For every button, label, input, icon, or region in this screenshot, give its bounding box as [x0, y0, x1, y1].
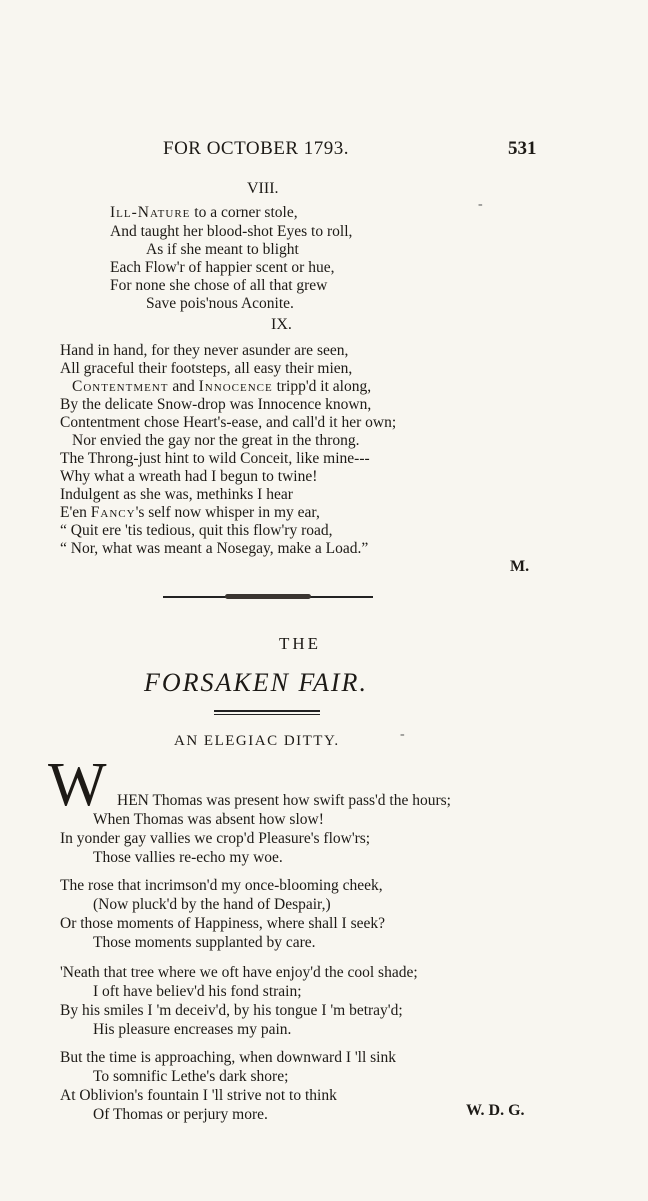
divider-ornament — [225, 594, 311, 599]
verse-line: (Now pluck'd by the hand of Despair,) — [93, 896, 331, 913]
stray-mark: - — [400, 727, 405, 742]
verse-line: Save pois'nous Aconite. — [146, 295, 294, 312]
verse-line: Why what a wreath had I begun to twine! — [60, 468, 318, 485]
stray-mark: - — [478, 197, 483, 212]
verse-line: Each Flow'r of happier scent or hue, — [110, 259, 335, 276]
verse-line: Ill-Nature to a corner stole, — [110, 204, 298, 221]
verse-line: Nor envied the gay nor the great in the throng. — [72, 432, 360, 449]
verse-line: Contentment and Innocence tripp'd it along, — [72, 378, 372, 395]
verse-line: 'Neath that tree where we oft have enjoy'd the cool shade; — [60, 964, 418, 981]
verse-line: I oft have believ'd his fond strain; — [93, 983, 302, 1000]
verse-line: But the time is approaching, when downward I 'll sink — [60, 1049, 396, 1066]
verse-line: To somnific Lethe's dark shore; — [93, 1068, 289, 1085]
drop-cap: W — [48, 751, 107, 819]
verse-line: His pleasure encreases my pain. — [93, 1021, 292, 1038]
page-number: 531 — [508, 138, 537, 159]
verse-line: Those moments supplanted by care. — [93, 934, 316, 951]
verse-line: For none she chose of all that grew — [110, 277, 328, 294]
verse-line: And taught her blood-shot Eyes to roll, — [110, 223, 353, 240]
verse-line: E'en Fancy's self now whisper in my ear, — [60, 504, 320, 521]
verse-line: As if she meant to blight — [146, 241, 299, 258]
verse-line: By the delicate Snow-drop was Innocence known, — [60, 396, 372, 413]
title-rule-bottom — [214, 714, 320, 715]
verse-line: Contentment chose Heart's-ease, and call'd it her own; — [60, 414, 397, 431]
poem-title-the: THE — [278, 634, 322, 653]
verse-line: By his smiles I 'm deceiv'd, by his tongue I 'm betray'd; — [60, 1002, 403, 1019]
verse-line: Those vallies re-echo my woe. — [93, 849, 283, 866]
verse-line: “ Quit ere 'tis tedious, quit this flow'ry road, — [60, 522, 333, 539]
running-header: FOR OCTOBER 1793. — [163, 138, 350, 159]
title-rule-top — [214, 710, 320, 712]
signature-m: M. — [510, 558, 530, 575]
poem-title: FORSAKEN FAIR. — [144, 668, 368, 697]
verse-line: At Oblivion's fountain I 'll strive not to think — [60, 1087, 337, 1104]
verse-line: Indulgent as she was, methinks I hear — [60, 486, 293, 503]
verse-line: In yonder gay vallies we crop'd Pleasure's flow'rs; — [60, 830, 371, 847]
stanza-numeral-ix: IX. — [271, 316, 292, 333]
verse-line: When Thomas was absent how slow! — [93, 811, 324, 828]
verse-line: All graceful their footsteps, all easy their mien, — [60, 360, 353, 377]
verse-line: Or those moments of Happiness, where shall I seek? — [60, 915, 385, 932]
poem-subtitle: AN ELEGIAC DITTY. — [174, 733, 340, 749]
verse-line: Hand in hand, for they never asunder are seen, — [60, 342, 349, 359]
stanza-numeral-viii: VIII. — [247, 180, 279, 197]
verse-line: Of Thomas or perjury more. — [93, 1106, 268, 1123]
verse-line: “ Nor, what was meant a Nosegay, make a Load.” — [60, 540, 369, 557]
verse-line: HEN Thomas was present how swift pass'd the hours; — [117, 792, 451, 809]
verse-line: The Throng-just hint to wild Conceit, like mine--- — [60, 450, 370, 467]
signature-wdg: W. D. G. — [466, 1102, 525, 1119]
verse-line: The rose that incrimson'd my once-blooming cheek, — [60, 877, 383, 894]
